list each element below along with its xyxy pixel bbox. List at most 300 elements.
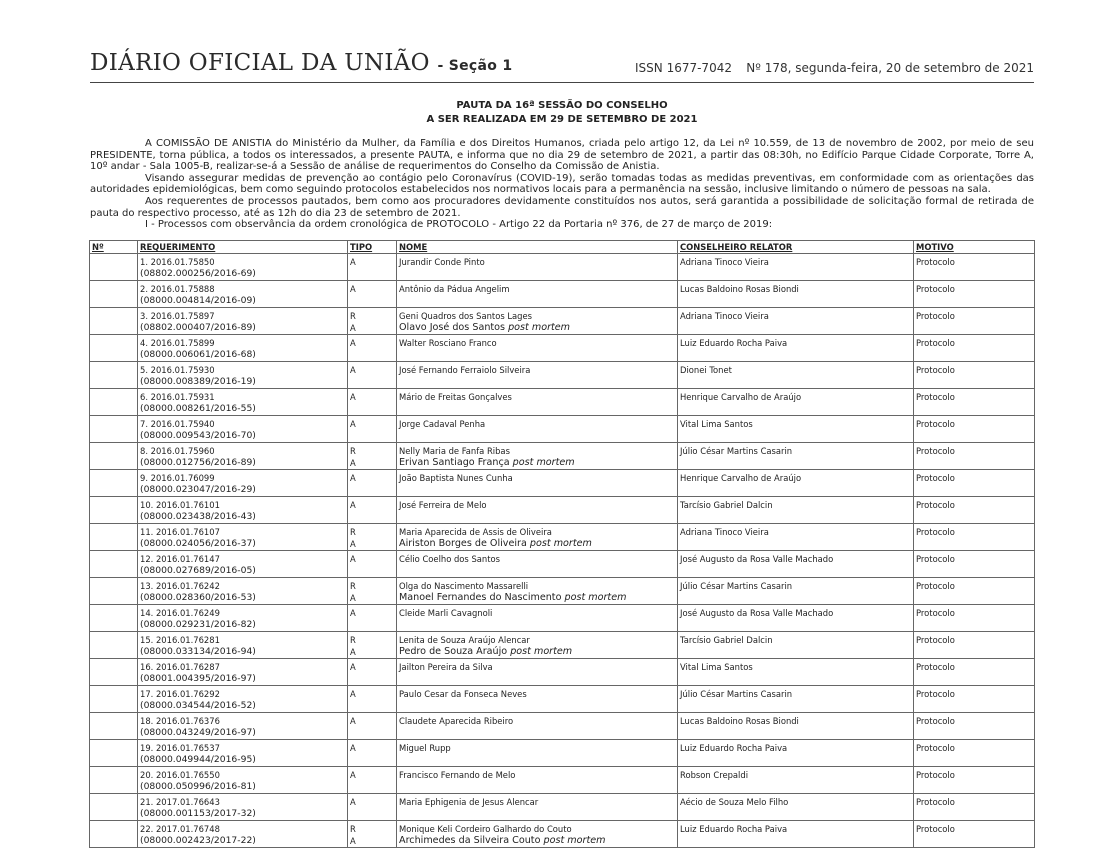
tipo-value: R xyxy=(350,527,356,537)
process-number: (08000.009543/2016-70) xyxy=(140,430,256,441)
cell-nome xyxy=(397,551,678,578)
relator-value: Lucas Baldoino Rosas Biondi xyxy=(680,284,799,294)
cell-num xyxy=(90,281,138,308)
req-number: 20. 2016.01.76550 xyxy=(140,770,220,780)
tipo-value: R xyxy=(350,635,356,645)
process-number: (08000.023047/2016-29) xyxy=(140,484,256,495)
cell-motivo xyxy=(914,659,1035,686)
cell-relator xyxy=(678,713,914,740)
process-number: (08000.043249/2016-97) xyxy=(140,727,256,738)
relator-value: Luiz Eduardo Rocha Paiva xyxy=(680,743,788,753)
motivo-value: Protocolo xyxy=(916,716,955,726)
motivo-value: Protocolo xyxy=(916,689,955,699)
cell-motivo xyxy=(914,740,1035,767)
table-header xyxy=(90,241,1035,254)
cell-relator xyxy=(678,524,914,551)
cell-num xyxy=(90,605,138,632)
cell-motivo xyxy=(914,551,1035,578)
req-number: 4. 2016.01.75899 xyxy=(140,338,215,348)
cell-motivo xyxy=(914,794,1035,821)
req-number: 22. 2017.01.76748 xyxy=(140,824,220,834)
process-number: (08802.000407/2016-89) xyxy=(140,322,256,333)
nome-value: Jorge Cadaval Penha xyxy=(399,419,486,429)
nome-value: Jailton Pereira da Silva xyxy=(399,662,493,672)
process-number: (08000.027689/2016-05) xyxy=(140,565,256,576)
relator-value: Lucas Baldoino Rosas Biondi xyxy=(680,716,799,726)
cell-tipo xyxy=(348,416,397,443)
nome-value: Miguel Rupp xyxy=(399,743,451,753)
cell-motivo xyxy=(914,632,1035,659)
tipo-value: R xyxy=(350,581,356,591)
relator-value: Henrique Carvalho de Araújo xyxy=(680,473,802,483)
tipo-value: A xyxy=(350,338,356,348)
relator-value: Luiz Eduardo Rocha Paiva xyxy=(680,338,788,348)
cell-tipo xyxy=(348,578,397,605)
cell-num xyxy=(90,740,138,767)
motivo-value: Protocolo xyxy=(916,365,955,375)
cell-requerimento xyxy=(138,686,348,713)
table-row xyxy=(90,281,1035,308)
relator-value: Aécio de Souza Melo Filho xyxy=(680,797,789,807)
cell-tipo xyxy=(348,767,397,794)
post-mortem-label: post mortem xyxy=(512,457,575,468)
req-number: 2. 2016.01.75888 xyxy=(140,284,215,294)
cell-nome xyxy=(397,335,678,362)
process-number: (08000.034544/2016-52) xyxy=(140,700,256,711)
cell-nome xyxy=(397,740,678,767)
cell-relator xyxy=(678,389,914,416)
cell-tipo xyxy=(348,605,397,632)
req-number: 10. 2016.01.76101 xyxy=(140,500,220,510)
req-number: 1. 2016.01.75850 xyxy=(140,257,215,267)
cell-num xyxy=(90,686,138,713)
req-number: 3. 2016.01.75897 xyxy=(140,311,215,321)
cell-num xyxy=(90,443,138,470)
nome-value: Olga do Nascimento Massarelli xyxy=(399,581,529,591)
process-number: (08000.002423/2017-22) xyxy=(140,835,256,846)
table-row xyxy=(90,794,1035,821)
post-mortem-person: Manoel Fernandes do Nascimento xyxy=(399,592,562,603)
cell-tipo xyxy=(348,794,397,821)
tipo-value: A xyxy=(350,689,356,699)
cell-motivo xyxy=(914,821,1035,848)
cell-num xyxy=(90,416,138,443)
process-number: (08001.004395/2016-97) xyxy=(140,673,256,684)
cell-requerimento xyxy=(138,443,348,470)
cell-requerimento xyxy=(138,767,348,794)
paragraph-3: Aos requerentes de processos pautados, bem como aos procuradores devidamente constituídos nos autos, será garantida a possibilidade de solicitação formal de retirada de pauta do respectivo processo, até as 12h do dia 23 de setembro de 2021. xyxy=(90,195,1034,219)
cell-nome xyxy=(397,470,678,497)
cell-motivo xyxy=(914,470,1035,497)
post-mortem-label: post mortem xyxy=(508,322,571,333)
process-number: (08802.000256/2016-69) xyxy=(140,268,256,279)
col-header-tipo: TIPO xyxy=(348,241,397,254)
table-row xyxy=(90,605,1035,632)
cell-nome xyxy=(397,794,678,821)
process-number: (08000.008261/2016-55) xyxy=(140,403,256,414)
document-title: PAUTA DA 16ª SESSÃO DO CONSELHO xyxy=(456,100,668,111)
cell-motivo xyxy=(914,605,1035,632)
req-number: 7. 2016.01.75940 xyxy=(140,419,215,429)
process-number: (08000.004814/2016-09) xyxy=(140,295,256,306)
issn: ISSN 1677-7042 xyxy=(635,61,732,75)
table-row xyxy=(90,389,1035,416)
motivo-value: Protocolo xyxy=(916,311,955,321)
tipo-value: A xyxy=(350,608,356,618)
req-number: 14. 2016.01.76249 xyxy=(140,608,220,618)
tipo-value: A xyxy=(350,797,356,807)
relator-value: Vital Lima Santos xyxy=(680,662,753,672)
cell-num xyxy=(90,254,138,281)
cell-requerimento xyxy=(138,578,348,605)
table-row xyxy=(90,551,1035,578)
relator-value: Adriana Tinoco Vieira xyxy=(680,527,769,537)
cell-nome xyxy=(397,254,678,281)
nome-value: Claudete Aparecida Ribeiro xyxy=(399,716,514,726)
tipo-value-2: A xyxy=(350,836,356,846)
tipo-value: A xyxy=(350,419,356,429)
cell-tipo xyxy=(348,362,397,389)
cell-num xyxy=(90,335,138,362)
cell-relator xyxy=(678,335,914,362)
motivo-value: Protocolo xyxy=(916,554,955,564)
tipo-value: A xyxy=(350,284,356,294)
post-mortem-name xyxy=(399,646,677,658)
cell-requerimento xyxy=(138,308,348,335)
req-number: 17. 2016.01.76292 xyxy=(140,689,220,699)
table-row xyxy=(90,254,1035,281)
cell-tipo xyxy=(348,497,397,524)
cell-relator xyxy=(678,659,914,686)
motivo-value: Protocolo xyxy=(916,608,955,618)
motivo-value: Protocolo xyxy=(916,473,955,483)
cell-requerimento xyxy=(138,659,348,686)
cell-requerimento xyxy=(138,794,348,821)
table-row xyxy=(90,497,1035,524)
cell-nome xyxy=(397,497,678,524)
cell-nome xyxy=(397,767,678,794)
req-number: 12. 2016.01.76147 xyxy=(140,554,220,564)
cell-tipo xyxy=(348,632,397,659)
cell-motivo xyxy=(914,308,1035,335)
nome-value: Mário de Freitas Gonçalves xyxy=(399,392,512,402)
cell-nome xyxy=(397,578,678,605)
table-row xyxy=(90,416,1035,443)
cell-tipo xyxy=(348,713,397,740)
tipo-value: A xyxy=(350,500,356,510)
intro-text xyxy=(90,138,1034,231)
relator-value: José Augusto da Rosa Valle Machado xyxy=(680,554,834,564)
cell-nome xyxy=(397,686,678,713)
relator-value: Henrique Carvalho de Araújo xyxy=(680,392,802,402)
nome-value: Jurandir Conde Pinto xyxy=(399,257,485,267)
motivo-value: Protocolo xyxy=(916,797,955,807)
cell-num xyxy=(90,767,138,794)
motivo-value: Protocolo xyxy=(916,446,955,456)
cell-tipo xyxy=(348,821,397,848)
cell-tipo xyxy=(348,659,397,686)
nome-value: Monique Keli Cordeiro Galhardo do Couto xyxy=(399,824,572,834)
cell-requerimento xyxy=(138,551,348,578)
cell-nome xyxy=(397,362,678,389)
col-header-requerimento: REQUERIMENTO xyxy=(138,241,348,254)
post-mortem-person: Erivan Santiago França xyxy=(399,457,510,468)
cell-motivo xyxy=(914,362,1035,389)
cell-relator xyxy=(678,767,914,794)
nome-value: Antônio da Pádua Angelim xyxy=(399,284,510,294)
cell-requerimento xyxy=(138,605,348,632)
cell-tipo xyxy=(348,308,397,335)
motivo-value: Protocolo xyxy=(916,581,955,591)
cell-requerimento xyxy=(138,389,348,416)
cell-relator xyxy=(678,605,914,632)
relator-value: Júlio César Martins Casarin xyxy=(680,581,793,591)
motivo-value: Protocolo xyxy=(916,338,955,348)
col-header-nome: NOME xyxy=(397,241,678,254)
table-row xyxy=(90,524,1035,551)
tipo-value: R xyxy=(350,311,356,321)
tipo-value-2: A xyxy=(350,458,356,468)
motivo-value: Protocolo xyxy=(916,635,955,645)
req-number: 16. 2016.01.76287 xyxy=(140,662,220,672)
process-number: (08000.029231/2016-82) xyxy=(140,619,256,630)
tipo-value: A xyxy=(350,743,356,753)
process-number: (08000.024056/2016-37) xyxy=(140,538,256,549)
nome-value: Walter Rosciano Franco xyxy=(399,338,497,348)
process-number: (08000.050996/2016-81) xyxy=(140,781,256,792)
relator-value: Adriana Tinoco Vieira xyxy=(680,257,769,267)
cell-tipo xyxy=(348,740,397,767)
cell-requerimento xyxy=(138,632,348,659)
req-number: 19. 2016.01.76537 xyxy=(140,743,220,753)
cell-num xyxy=(90,794,138,821)
cell-requerimento xyxy=(138,524,348,551)
col-header-num: Nº xyxy=(90,241,138,254)
nome-value: Francisco Fernando de Melo xyxy=(399,770,516,780)
cell-num xyxy=(90,821,138,848)
cell-relator xyxy=(678,470,914,497)
cell-num xyxy=(90,308,138,335)
nome-value: Paulo Cesar da Fonseca Neves xyxy=(399,689,527,699)
cell-num xyxy=(90,497,138,524)
post-mortem-person: Pedro de Souza Araújo xyxy=(399,646,508,657)
cell-num xyxy=(90,659,138,686)
motivo-value: Protocolo xyxy=(916,419,955,429)
document-subtitle: A SER REALIZADA EM 29 DE SETEMBRO DE 2021 xyxy=(426,114,698,125)
cell-motivo xyxy=(914,389,1035,416)
cell-nome xyxy=(397,443,678,470)
cell-requerimento xyxy=(138,362,348,389)
cell-relator xyxy=(678,308,914,335)
cell-nome xyxy=(397,605,678,632)
motivo-value: Protocolo xyxy=(916,662,955,672)
cell-nome xyxy=(397,416,678,443)
post-mortem-name xyxy=(399,457,677,469)
req-number: 6. 2016.01.75931 xyxy=(140,392,215,402)
cell-requerimento xyxy=(138,713,348,740)
cell-motivo xyxy=(914,254,1035,281)
journal-title xyxy=(90,50,512,76)
cell-relator xyxy=(678,443,914,470)
nome-value: Célio Coelho dos Santos xyxy=(399,554,500,564)
motivo-value: Protocolo xyxy=(916,392,955,402)
cell-requerimento xyxy=(138,281,348,308)
cell-num xyxy=(90,632,138,659)
tipo-value: A xyxy=(350,473,356,483)
nome-value: Cleide Marli Cavagnoli xyxy=(399,608,493,618)
tipo-value: A xyxy=(350,365,356,375)
relator-value: Dionei Tonet xyxy=(680,365,732,375)
table-row xyxy=(90,308,1035,335)
cell-nome xyxy=(397,713,678,740)
cell-relator xyxy=(678,416,914,443)
cell-relator xyxy=(678,254,914,281)
table-row xyxy=(90,821,1035,848)
cell-requerimento xyxy=(138,416,348,443)
req-number: 11. 2016.01.76107 xyxy=(140,527,220,537)
tipo-value: A xyxy=(350,257,356,267)
req-number: 8. 2016.01.75960 xyxy=(140,446,215,456)
table-row xyxy=(90,470,1035,497)
cell-nome xyxy=(397,821,678,848)
tipo-value-2: A xyxy=(350,323,356,333)
relator-value: Júlio César Martins Casarin xyxy=(680,446,793,456)
motivo-value: Protocolo xyxy=(916,824,955,834)
cell-tipo xyxy=(348,551,397,578)
issue-info: Nº 178, segunda-feira, 20 de setembro de 2021 xyxy=(746,61,1034,75)
cell-tipo xyxy=(348,470,397,497)
cell-tipo xyxy=(348,443,397,470)
cell-motivo xyxy=(914,335,1035,362)
table-row xyxy=(90,632,1035,659)
cell-relator xyxy=(678,497,914,524)
cell-motivo xyxy=(914,713,1035,740)
req-number: 21. 2017.01.76643 xyxy=(140,797,220,807)
nome-value: Maria Aparecida de Assis de Oliveira xyxy=(399,527,552,537)
process-number: (08000.033134/2016-94) xyxy=(140,646,256,657)
cell-requerimento xyxy=(138,335,348,362)
cell-tipo xyxy=(348,389,397,416)
post-mortem-label: post mortem xyxy=(543,835,606,846)
cell-relator xyxy=(678,794,914,821)
post-mortem-name xyxy=(399,538,677,550)
process-number: (08000.012756/2016-89) xyxy=(140,457,256,468)
cell-num xyxy=(90,524,138,551)
tipo-value: A xyxy=(350,716,356,726)
cell-nome xyxy=(397,524,678,551)
table-row xyxy=(90,659,1035,686)
nome-value: Nelly Maria de Fanfa Ribas xyxy=(399,446,510,456)
journal-name: DIÁRIO OFICIAL DA UNIÃO xyxy=(90,50,430,76)
relator-value: Robson Crepaldi xyxy=(680,770,749,780)
tipo-value: A xyxy=(350,392,356,402)
post-mortem-person: Olavo José dos Santos xyxy=(399,322,506,333)
tipo-value: R xyxy=(350,824,356,834)
pauta-table xyxy=(89,240,1035,848)
req-number: 15. 2016.01.76281 xyxy=(140,635,220,645)
table-row xyxy=(90,443,1035,470)
paragraph-2: Visando assegurar medidas de prevenção ao contágio pelo Coronavírus (COVID-19), serão tomadas todas as medidas preventivas, em conformidade com as orientações das autoridades epidemiológicas, bem como seguindo protocolos estabelecidos nos normativos locais para a permanência na sessão, inclusive limitando o número de pessoas na sala. xyxy=(90,172,1034,196)
tipo-value-2: A xyxy=(350,647,356,657)
cell-tipo xyxy=(348,335,397,362)
cell-relator xyxy=(678,632,914,659)
cell-nome xyxy=(397,389,678,416)
cell-requerimento xyxy=(138,497,348,524)
motivo-value: Protocolo xyxy=(916,284,955,294)
cell-motivo xyxy=(914,578,1035,605)
cell-tipo xyxy=(348,254,397,281)
table-row xyxy=(90,740,1035,767)
relator-value: Júlio César Martins Casarin xyxy=(680,689,793,699)
cell-requerimento xyxy=(138,254,348,281)
cell-tipo xyxy=(348,524,397,551)
cell-tipo xyxy=(348,281,397,308)
paragraph-1: A COMISSÃO DE ANISTIA do Ministério da Mulher, da Família e dos Direitos Humanos, criada pelo artigo 12, da Lei nº 10.559, de 13 de novembro de 2002, por meio de seu PRESIDENTE, torna pública, a todos os interessados, a presente PAUTA, e informa que no dia 29 de setembro de 2021, a partir das 08:30h, no Edifício Parque Cidade Corporate, Torre A, 10º andar - Sala 1005-B, realizar-se-á a Sessão de análise de requerimentos do Conselho da Comissão de Anistia. xyxy=(90,138,1034,173)
header-rule xyxy=(90,82,1034,83)
nome-value: José Fernando Ferraiolo Silveira xyxy=(399,365,531,375)
relator-value: Luiz Eduardo Rocha Paiva xyxy=(680,824,788,834)
cell-requerimento xyxy=(138,740,348,767)
relator-value: Tarcísio Gabriel Dalcin xyxy=(680,500,773,510)
tipo-value: R xyxy=(350,446,356,456)
cell-nome xyxy=(397,632,678,659)
post-mortem-label: post mortem xyxy=(564,592,627,603)
cell-motivo xyxy=(914,524,1035,551)
cell-num xyxy=(90,470,138,497)
cell-relator xyxy=(678,686,914,713)
req-number: 9. 2016.01.76099 xyxy=(140,473,215,483)
tipo-value-2: A xyxy=(350,539,356,549)
relator-value: Adriana Tinoco Vieira xyxy=(680,311,769,321)
cell-relator xyxy=(678,578,914,605)
post-mortem-label: post mortem xyxy=(529,538,592,549)
tipo-value: A xyxy=(350,554,356,564)
nome-value: José Ferreira de Melo xyxy=(399,500,487,510)
journal-section: - Seção 1 xyxy=(437,58,513,74)
table-row xyxy=(90,578,1035,605)
post-mortem-name xyxy=(399,322,677,334)
cell-motivo xyxy=(914,416,1035,443)
cell-relator xyxy=(678,281,914,308)
col-header-motivo: MOTIVO xyxy=(914,241,1035,254)
req-number: 18. 2016.01.76376 xyxy=(140,716,220,726)
cell-num xyxy=(90,713,138,740)
cell-nome xyxy=(397,308,678,335)
post-mortem-name xyxy=(399,835,677,847)
cell-relator xyxy=(678,740,914,767)
table-row xyxy=(90,362,1035,389)
relator-value: José Augusto da Rosa Valle Machado xyxy=(680,608,834,618)
process-number: (08000.001153/2017-32) xyxy=(140,808,256,819)
motivo-value: Protocolo xyxy=(916,500,955,510)
col-header-relator: CONSELHEIRO RELATOR xyxy=(678,241,914,254)
table-row xyxy=(90,767,1035,794)
relator-value: Vital Lima Santos xyxy=(680,419,753,429)
cell-relator xyxy=(678,821,914,848)
post-mortem-person: Airiston Borges de Oliveira xyxy=(399,538,527,549)
process-number: (08000.049944/2016-95) xyxy=(140,754,256,765)
page-header xyxy=(90,46,1034,86)
cell-num xyxy=(90,362,138,389)
req-number: 13. 2016.01.76242 xyxy=(140,581,220,591)
relator-value: Tarcísio Gabriel Dalcin xyxy=(680,635,773,645)
cell-requerimento xyxy=(138,821,348,848)
cell-motivo xyxy=(914,497,1035,524)
process-number: (08000.008389/2016-19) xyxy=(140,376,256,387)
tipo-value-2: A xyxy=(350,593,356,603)
nome-value: Maria Ephigenia de Jesus Alencar xyxy=(399,797,539,807)
process-number: (08000.023438/2016-43) xyxy=(140,511,256,522)
